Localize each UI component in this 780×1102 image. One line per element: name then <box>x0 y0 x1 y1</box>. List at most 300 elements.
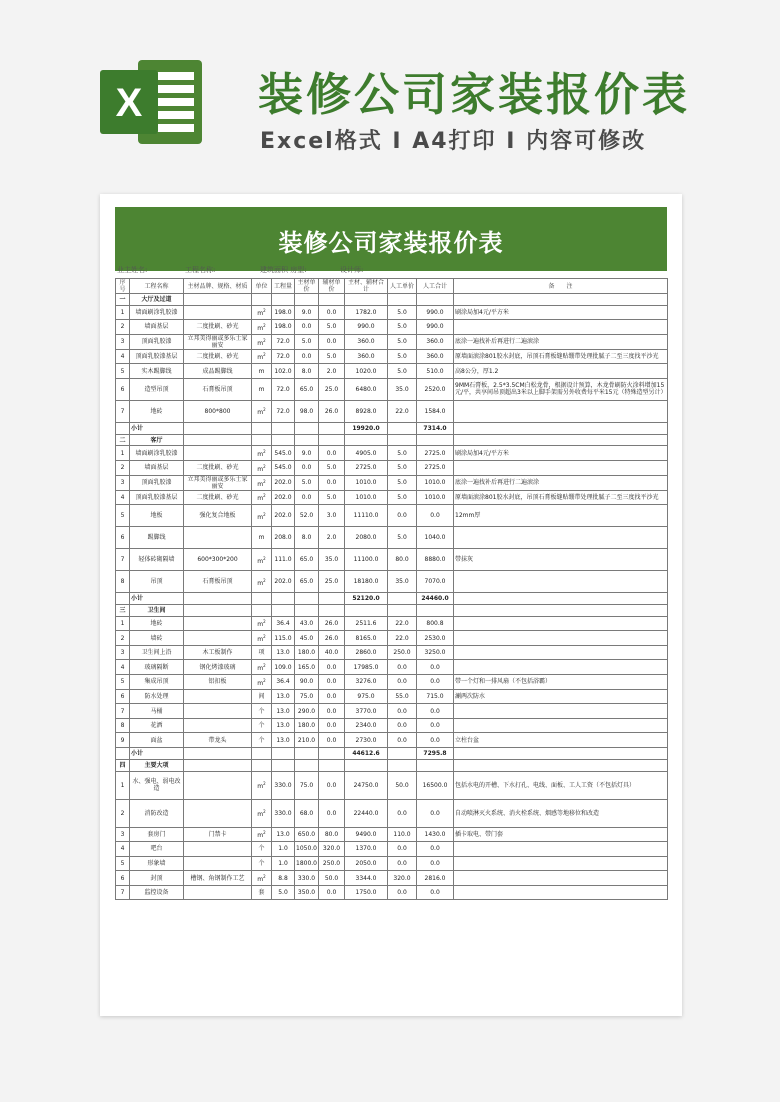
item-material-total: 11100.0 <box>345 549 388 571</box>
item-material-total: 24750.0 <box>345 771 388 799</box>
item-material-price: 1800.0 <box>295 856 319 871</box>
item-name: 花洒 <box>130 718 184 733</box>
empty-cell <box>184 605 252 617</box>
subtotal-material: 44612.6 <box>345 748 388 760</box>
item-index: 1 <box>116 616 130 631</box>
table-row <box>116 475 668 490</box>
item-aux-price: 26.0 <box>319 400 345 422</box>
item-material-price: 180.0 <box>295 645 319 660</box>
item-material-total: 990.0 <box>345 320 388 335</box>
empty-cell <box>454 422 668 434</box>
excel-logo-icon <box>100 52 208 152</box>
column-header: 序号 <box>116 279 130 294</box>
section-row <box>116 760 668 772</box>
item-qty: 208.0 <box>272 527 295 549</box>
table-row <box>116 320 668 335</box>
item-name: 监控设备 <box>130 885 184 900</box>
item-labor-price: 35.0 <box>388 571 417 593</box>
table-row <box>116 885 668 900</box>
empty-cell <box>417 760 454 772</box>
table-row <box>116 446 668 461</box>
empty-cell <box>272 748 295 760</box>
table-row <box>116 799 668 827</box>
item-material-total: 360.0 <box>345 349 388 364</box>
item-name: 套房门 <box>130 827 184 842</box>
page-header <box>0 0 780 180</box>
table-row <box>116 827 668 842</box>
item-aux-price: 0.0 <box>319 689 345 704</box>
item-spec: 木工板制作 <box>184 645 252 660</box>
item-labor-price: 5.0 <box>388 364 417 379</box>
item-labor-price: 0.0 <box>388 733 417 748</box>
item-material-total: 3344.0 <box>345 871 388 886</box>
item-labor-price: 0.0 <box>388 842 417 857</box>
item-unit: 项 <box>252 645 272 660</box>
item-material-total: 2050.0 <box>345 856 388 871</box>
item-name: 顶面乳胶漆基层 <box>130 349 184 364</box>
item-spec: 800*800 <box>184 400 252 422</box>
item-name: 造型吊顶 <box>130 378 184 400</box>
item-labor-price: 22.0 <box>388 616 417 631</box>
item-labor-total: 0.0 <box>417 718 454 733</box>
item-qty: 198.0 <box>272 320 295 335</box>
item-material-price: 90.0 <box>295 675 319 690</box>
item-remark <box>454 718 668 733</box>
column-header: 主材品牌、规格、材质 <box>184 279 252 294</box>
table-row <box>116 460 668 475</box>
item-unit: $m^2$ <box>252 871 272 886</box>
item-material-price: 350.0 <box>295 885 319 900</box>
item-material-total: 1370.0 <box>345 842 388 857</box>
item-material-price: 210.0 <box>295 733 319 748</box>
item-qty: 202.0 <box>272 505 295 527</box>
item-remark: 自动喷淋灭火系统、消火栓系统、烟感等地移位和改造 <box>454 799 668 827</box>
sheet-title-band <box>115 207 667 271</box>
item-unit: $m^2$ <box>252 827 272 842</box>
item-aux-price: 250.0 <box>319 856 345 871</box>
item-name: 地砖 <box>130 400 184 422</box>
item-remark <box>454 631 668 646</box>
item-spec <box>184 446 252 461</box>
item-labor-total: 16500.0 <box>417 771 454 799</box>
item-spec: 石膏板吊顶 <box>184 378 252 400</box>
item-labor-total: 0.0 <box>417 704 454 719</box>
item-aux-price: 320.0 <box>319 842 345 857</box>
item-name: 墙面刷涂乳胶漆 <box>130 305 184 320</box>
item-labor-price: 35.0 <box>388 378 417 400</box>
item-labor-price: 0.0 <box>388 704 417 719</box>
subtotal-label: 小计 <box>130 748 184 760</box>
item-unit: $m^2$ <box>252 799 272 827</box>
item-labor-price: 0.0 <box>388 505 417 527</box>
item-name: 轻体砖砌隔墙 <box>130 549 184 571</box>
item-material-price: 75.0 <box>295 689 319 704</box>
table-row <box>116 842 668 857</box>
empty-cell <box>454 748 668 760</box>
item-name: 防水处理 <box>130 689 184 704</box>
empty-cell <box>319 593 345 605</box>
item-index: 7 <box>116 704 130 719</box>
item-spec <box>184 704 252 719</box>
item-qty: 1.0 <box>272 856 295 871</box>
item-labor-total: 2520.0 <box>417 378 454 400</box>
column-header: 辅材单价 <box>319 279 345 294</box>
item-material-total: 9490.0 <box>345 827 388 842</box>
item-aux-price: 0.0 <box>319 675 345 690</box>
item-aux-price: 0.0 <box>319 305 345 320</box>
item-labor-price: 22.0 <box>388 400 417 422</box>
item-aux-price: 0.0 <box>319 771 345 799</box>
item-material-price: 9.0 <box>295 446 319 461</box>
item-remark <box>454 704 668 719</box>
item-name: 墙砖 <box>130 631 184 646</box>
info-designer: 设计师: <box>340 266 364 274</box>
item-aux-price: 35.0 <box>319 549 345 571</box>
empty-cell <box>272 434 295 446</box>
empty-cell <box>295 593 319 605</box>
item-material-price: 68.0 <box>295 799 319 827</box>
item-unit: m <box>252 364 272 379</box>
item-index: 1 <box>116 305 130 320</box>
item-index: 9 <box>116 733 130 748</box>
subtotal-row <box>116 422 668 434</box>
item-material-total: 2340.0 <box>345 718 388 733</box>
item-material-price: 8.0 <box>295 364 319 379</box>
item-aux-price: 26.0 <box>319 616 345 631</box>
item-name: 面盆 <box>130 733 184 748</box>
item-name: 吊顶 <box>130 571 184 593</box>
item-material-total: 22440.0 <box>345 799 388 827</box>
item-labor-price: 5.0 <box>388 349 417 364</box>
empty-cell <box>272 294 295 306</box>
item-spec: 石膏板吊顶 <box>184 571 252 593</box>
item-remark: 底涂一遍找补后再进行二遍滚涂 <box>454 334 668 349</box>
table-row <box>116 675 668 690</box>
table-row <box>116 645 668 660</box>
empty-cell <box>252 605 272 617</box>
item-unit: 个 <box>252 733 272 748</box>
item-labor-total: 1010.0 <box>417 475 454 490</box>
empty-cell <box>252 593 272 605</box>
item-material-price: 43.0 <box>295 616 319 631</box>
item-labor-total: 0.0 <box>417 885 454 900</box>
item-labor-total: 1430.0 <box>417 827 454 842</box>
item-remark: 刷涂局加4元/平方米 <box>454 305 668 320</box>
item-qty: 36.4 <box>272 616 295 631</box>
item-aux-price: 5.0 <box>319 460 345 475</box>
item-remark <box>454 460 668 475</box>
table-row <box>116 856 668 871</box>
empty-cell <box>388 748 417 760</box>
item-material-price: 0.0 <box>295 349 319 364</box>
item-index: 5 <box>116 856 130 871</box>
item-spec: 槽钢、角钢制作工艺 <box>184 871 252 886</box>
item-material-price: 52.0 <box>295 505 319 527</box>
item-material-price: 0.0 <box>295 460 319 475</box>
item-qty: 1.0 <box>272 842 295 857</box>
item-labor-price: 5.0 <box>388 527 417 549</box>
empty-cell <box>184 422 252 434</box>
item-material-price: 165.0 <box>295 660 319 675</box>
item-aux-price: 0.0 <box>319 718 345 733</box>
item-remark: 带一个灯和一排风扇（不包括浴霸） <box>454 675 668 690</box>
subtotal-material: 52120.0 <box>345 593 388 605</box>
item-unit: $m^2$ <box>252 675 272 690</box>
item-name: 实木踢脚线 <box>130 364 184 379</box>
empty-cell <box>295 760 319 772</box>
item-index: 1 <box>116 446 130 461</box>
item-unit: $m^2$ <box>252 490 272 505</box>
item-unit: $m^2$ <box>252 400 272 422</box>
column-header: 单位 <box>252 279 272 294</box>
item-labor-total: 360.0 <box>417 349 454 364</box>
empty-cell <box>272 605 295 617</box>
empty-cell <box>116 748 130 760</box>
item-labor-total: 2725.0 <box>417 446 454 461</box>
item-aux-price: 0.0 <box>319 334 345 349</box>
item-index: 2 <box>116 631 130 646</box>
item-name: 踢脚线 <box>130 527 184 549</box>
item-spec <box>184 799 252 827</box>
item-remark <box>454 320 668 335</box>
item-unit: $m^2$ <box>252 505 272 527</box>
section-index: 三 <box>116 605 130 617</box>
table-row <box>116 378 668 400</box>
empty-cell <box>417 605 454 617</box>
item-name: 水、强电、弱电改造 <box>130 771 184 799</box>
item-material-price: 0.0 <box>295 490 319 505</box>
item-material-total: 2860.0 <box>345 645 388 660</box>
item-unit: $m^2$ <box>252 305 272 320</box>
empty-cell <box>116 593 130 605</box>
item-aux-price: 0.0 <box>319 885 345 900</box>
item-index: 4 <box>116 349 130 364</box>
item-material-total: 975.0 <box>345 689 388 704</box>
item-labor-price: 0.0 <box>388 856 417 871</box>
item-index: 2 <box>116 799 130 827</box>
section-index: 四 <box>116 760 130 772</box>
section-row <box>116 434 668 446</box>
item-aux-price: 5.0 <box>319 349 345 364</box>
column-header: 工程名称 <box>130 279 184 294</box>
item-labor-price: 320.0 <box>388 871 417 886</box>
item-aux-price: 2.0 <box>319 527 345 549</box>
table-row <box>116 305 668 320</box>
item-labor-price: 0.0 <box>388 885 417 900</box>
item-labor-price: 250.0 <box>388 645 417 660</box>
empty-cell <box>345 434 388 446</box>
item-unit: $m^2$ <box>252 460 272 475</box>
item-index: 8 <box>116 718 130 733</box>
item-index: 6 <box>116 527 130 549</box>
item-material-price: 75.0 <box>295 771 319 799</box>
item-spec <box>184 305 252 320</box>
item-labor-total: 8880.0 <box>417 549 454 571</box>
item-labor-total: 0.0 <box>417 505 454 527</box>
item-unit: $m^2$ <box>252 616 272 631</box>
subtotal-labor: 24460.0 <box>417 593 454 605</box>
empty-cell <box>272 422 295 434</box>
item-remark <box>454 885 668 900</box>
item-remark: 涮两次防水 <box>454 689 668 704</box>
quote-sheet <box>100 194 682 1016</box>
item-remark <box>454 571 668 593</box>
empty-cell <box>319 605 345 617</box>
item-spec: 带龙头 <box>184 733 252 748</box>
item-labor-total: 3250.0 <box>417 645 454 660</box>
empty-cell <box>319 434 345 446</box>
item-spec: 立邦美得丽或多乐士家丽安 <box>184 334 252 349</box>
empty-cell <box>388 605 417 617</box>
item-unit: $m^2$ <box>252 475 272 490</box>
table-row <box>116 349 668 364</box>
subtotal-labor: 7314.0 <box>417 422 454 434</box>
item-name: 玻璃隔断 <box>130 660 184 675</box>
item-material-price: 5.0 <box>295 334 319 349</box>
item-material-total: 1020.0 <box>345 364 388 379</box>
item-labor-total: 510.0 <box>417 364 454 379</box>
subtotal-material: 19920.0 <box>345 422 388 434</box>
item-labor-price: 0.0 <box>388 799 417 827</box>
item-aux-price: 25.0 <box>319 378 345 400</box>
table-row <box>116 733 668 748</box>
item-material-total: 1010.0 <box>345 475 388 490</box>
empty-cell <box>417 434 454 446</box>
table-row <box>116 549 668 571</box>
item-qty: 13.0 <box>272 704 295 719</box>
table-row <box>116 631 668 646</box>
item-index: 7 <box>116 885 130 900</box>
item-qty: 545.0 <box>272 446 295 461</box>
item-spec: 二度批刷、砂光 <box>184 460 252 475</box>
item-name: 地砖 <box>130 616 184 631</box>
info-area: 建筑面积 房型: <box>260 266 307 274</box>
item-material-price: 9.0 <box>295 305 319 320</box>
item-labor-price: 0.0 <box>388 718 417 733</box>
item-qty: 72.0 <box>272 378 295 400</box>
empty-cell <box>345 760 388 772</box>
item-name: 顶面乳胶漆 <box>130 334 184 349</box>
table-row <box>116 527 668 549</box>
item-index: 3 <box>116 475 130 490</box>
item-qty: 8.8 <box>272 871 295 886</box>
item-name: 墙面刷涂乳胶漆 <box>130 446 184 461</box>
item-name: 卫生间上沿 <box>130 645 184 660</box>
item-spec: 600*300*200 <box>184 549 252 571</box>
empty-cell <box>319 748 345 760</box>
item-labor-price: 50.0 <box>388 771 417 799</box>
item-index: 5 <box>116 675 130 690</box>
item-index: 2 <box>116 460 130 475</box>
empty-cell <box>184 748 252 760</box>
item-remark: 包括水电的开槽、下水打孔、电线、面板、工人工资（不包括灯具） <box>454 771 668 799</box>
item-spec: 强化复合地板 <box>184 505 252 527</box>
item-labor-total: 1584.0 <box>417 400 454 422</box>
empty-cell <box>454 593 668 605</box>
logo-letter: X <box>115 81 143 125</box>
item-unit: $m^2$ <box>252 631 272 646</box>
empty-cell <box>345 605 388 617</box>
item-labor-total: 0.0 <box>417 856 454 871</box>
item-name: 形象墙 <box>130 856 184 871</box>
item-qty: 202.0 <box>272 571 295 593</box>
item-index: 4 <box>116 842 130 857</box>
item-labor-price: 0.0 <box>388 675 417 690</box>
item-qty: 102.0 <box>272 364 295 379</box>
item-labor-total: 7070.0 <box>417 571 454 593</box>
empty-cell <box>184 593 252 605</box>
item-material-price: 65.0 <box>295 378 319 400</box>
item-aux-price: 0.0 <box>319 799 345 827</box>
item-spec: 二度批刷、砂光 <box>184 490 252 505</box>
item-material-total: 4905.0 <box>345 446 388 461</box>
column-header: 主材、辅材合计 <box>345 279 388 294</box>
info-owner: 业主姓名: <box>117 266 148 274</box>
item-remark <box>454 660 668 675</box>
item-labor-price: 80.0 <box>388 549 417 571</box>
column-header: 人工单价 <box>388 279 417 294</box>
item-spec <box>184 616 252 631</box>
item-name: 顶面乳胶漆 <box>130 475 184 490</box>
item-name: 吧台 <box>130 842 184 857</box>
table-row <box>116 505 668 527</box>
empty-cell <box>116 422 130 434</box>
table-row <box>116 364 668 379</box>
item-material-price: 65.0 <box>295 571 319 593</box>
item-labor-total: 2530.0 <box>417 631 454 646</box>
column-header: 工程量 <box>272 279 295 294</box>
item-labor-price: 5.0 <box>388 305 417 320</box>
item-material-total: 2730.0 <box>345 733 388 748</box>
item-qty: 72.0 <box>272 400 295 422</box>
item-qty: 5.0 <box>272 885 295 900</box>
item-aux-price: 5.0 <box>319 490 345 505</box>
item-material-total: 2725.0 <box>345 460 388 475</box>
table-row <box>116 689 668 704</box>
item-unit: 个 <box>252 704 272 719</box>
item-index: 3 <box>116 334 130 349</box>
item-material-price: 180.0 <box>295 718 319 733</box>
item-qty: 13.0 <box>272 689 295 704</box>
item-labor-total: 990.0 <box>417 305 454 320</box>
subtotal-row <box>116 593 668 605</box>
item-qty: 202.0 <box>272 475 295 490</box>
item-material-price: 650.0 <box>295 827 319 842</box>
item-material-total: 8928.0 <box>345 400 388 422</box>
empty-cell <box>295 422 319 434</box>
item-material-total: 2511.6 <box>345 616 388 631</box>
section-title: 主要大项 <box>130 760 184 772</box>
item-spec: 铝扣板 <box>184 675 252 690</box>
item-name: 封顶 <box>130 871 184 886</box>
page-title: 装修公司家装报价表 <box>258 68 691 121</box>
item-remark: 带抹灰 <box>454 549 668 571</box>
item-qty: 72.0 <box>272 349 295 364</box>
table-row <box>116 704 668 719</box>
item-material-total: 18180.0 <box>345 571 388 593</box>
item-spec <box>184 856 252 871</box>
item-name: 顶面乳胶漆基层 <box>130 490 184 505</box>
item-index: 2 <box>116 320 130 335</box>
item-labor-total: 1040.0 <box>417 527 454 549</box>
empty-cell <box>417 294 454 306</box>
item-labor-total: 2816.0 <box>417 871 454 886</box>
table-row <box>116 571 668 593</box>
item-material-total: 2080.0 <box>345 527 388 549</box>
item-material-price: 330.0 <box>295 871 319 886</box>
item-unit: m <box>252 527 272 549</box>
item-labor-price: 110.0 <box>388 827 417 842</box>
